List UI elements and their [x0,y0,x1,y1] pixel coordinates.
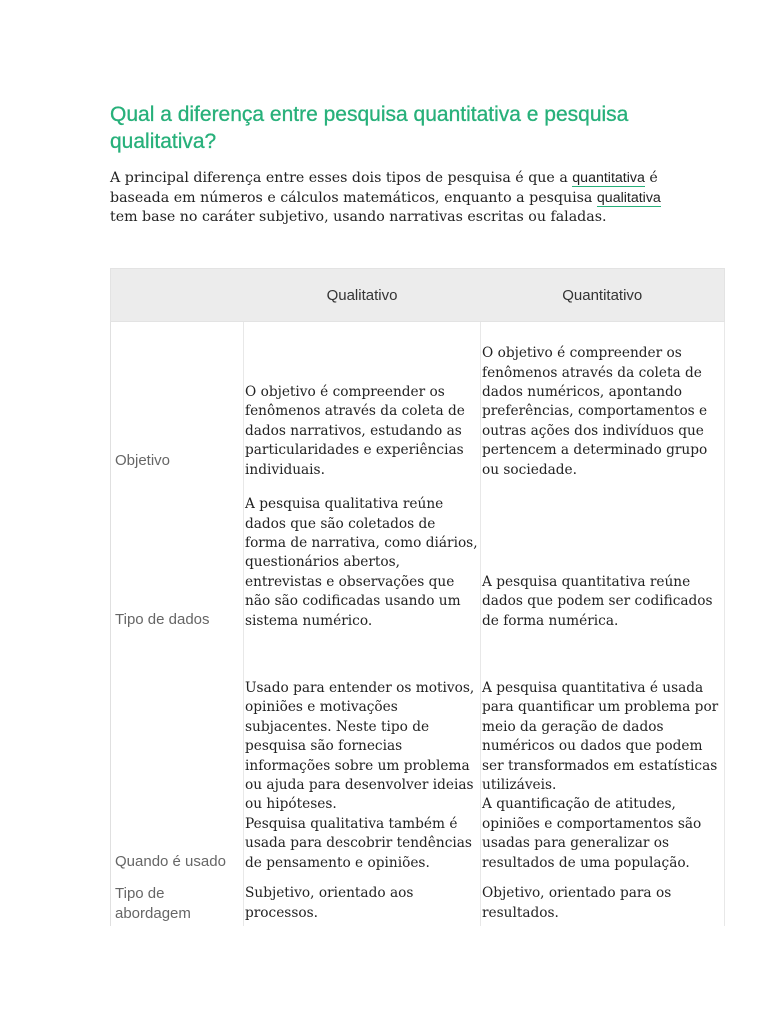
page-title: Qual a diferença entre pesquisa quantitativa e pesquisa qualitativa? [110,103,629,153]
row-label-quando-e-usado: Quando é usado [111,636,244,879]
cell-qualitativo: A pesquisa qualitativa reúne dados que são coletados de forma de narrativa, como diários, questionários abertos, entrevistas e observações que não são codificadas usando um sistema numérico. [244,486,481,636]
table-row [111,486,725,636]
intro-text-2: é baseada em números e cálculos matemáticos, enquanto a pesquisa [110,170,658,206]
cell-paragraph: A quantificação de atitudes, opiniões e comportamentos são usadas para generalizar os resultados de uma população. [482,796,702,871]
table-row [111,322,725,487]
cell-quantitativo: Objetivo, orientado para os resultados. [481,879,725,926]
comparison-table [110,268,725,926]
intro-text-1: A principal diferença entre esses dois tipos de pesquisa é que a [110,170,568,186]
row-label-objetivo: Objetivo [111,322,244,487]
table-row [111,636,725,879]
intro-paragraph [110,169,670,228]
row-label-tipo-de-abordagem: Tipo de abordagem [111,879,244,926]
keyword-link-quantitativa[interactable]: quantitativa [572,170,645,186]
cell-paragraph: A pesquisa quantitativa é usada para quantificar um problema por meio da geração de dados numéricos ou dados que podem ser transformados em estatísticas utilizáveis. [482,679,719,793]
cell-quantitativo: O objetivo é compreender os fenômenos através da coleta de dados numéricos, apontando preferências, comportamentos e outras ações dos indivíduos que pertencem a determinado grupo ou sociedade. [481,322,725,487]
keyword-link-qualitativa[interactable]: qualitativa [596,189,661,206]
row-label-tipo-de-dados: Tipo de dados [111,486,244,636]
cell-quantitativo: A pesquisa quantitativa reúne dados que podem ser codificados de forma numérica. [481,486,725,636]
cell-qualitativo: Subjetivo, orientado aos processos. [244,879,481,926]
cell-paragraph: Pesquisa qualitativa também é usada para descobrir tendências de pensamento e opiniões. [245,815,472,871]
table-header-row [111,269,725,322]
cell-paragraph: Usado para entender os motivos, opiniões e motivações subjacentes. Neste tipo de pesquisa são fornecias informações sobre um problema ou ajuda para desenvolver ideias ou hipóteses. [245,679,475,813]
intro-text-3: tem base no caráter subjetivo, usando narrativas escritas ou faladas. [110,209,607,225]
table-row [111,879,725,926]
header-qualitativo: Qualitativo [244,269,481,322]
header-quantitativo: Quantitativo [481,269,725,322]
cell-qualitativo: O objetivo é compreender os fenômenos através da coleta de dados narrativos, estudando as particularidades e experiências individuais. [244,322,481,487]
header-empty-cell [111,269,244,322]
cell-qualitativo [244,636,481,879]
cell-quantitativo [481,636,725,879]
